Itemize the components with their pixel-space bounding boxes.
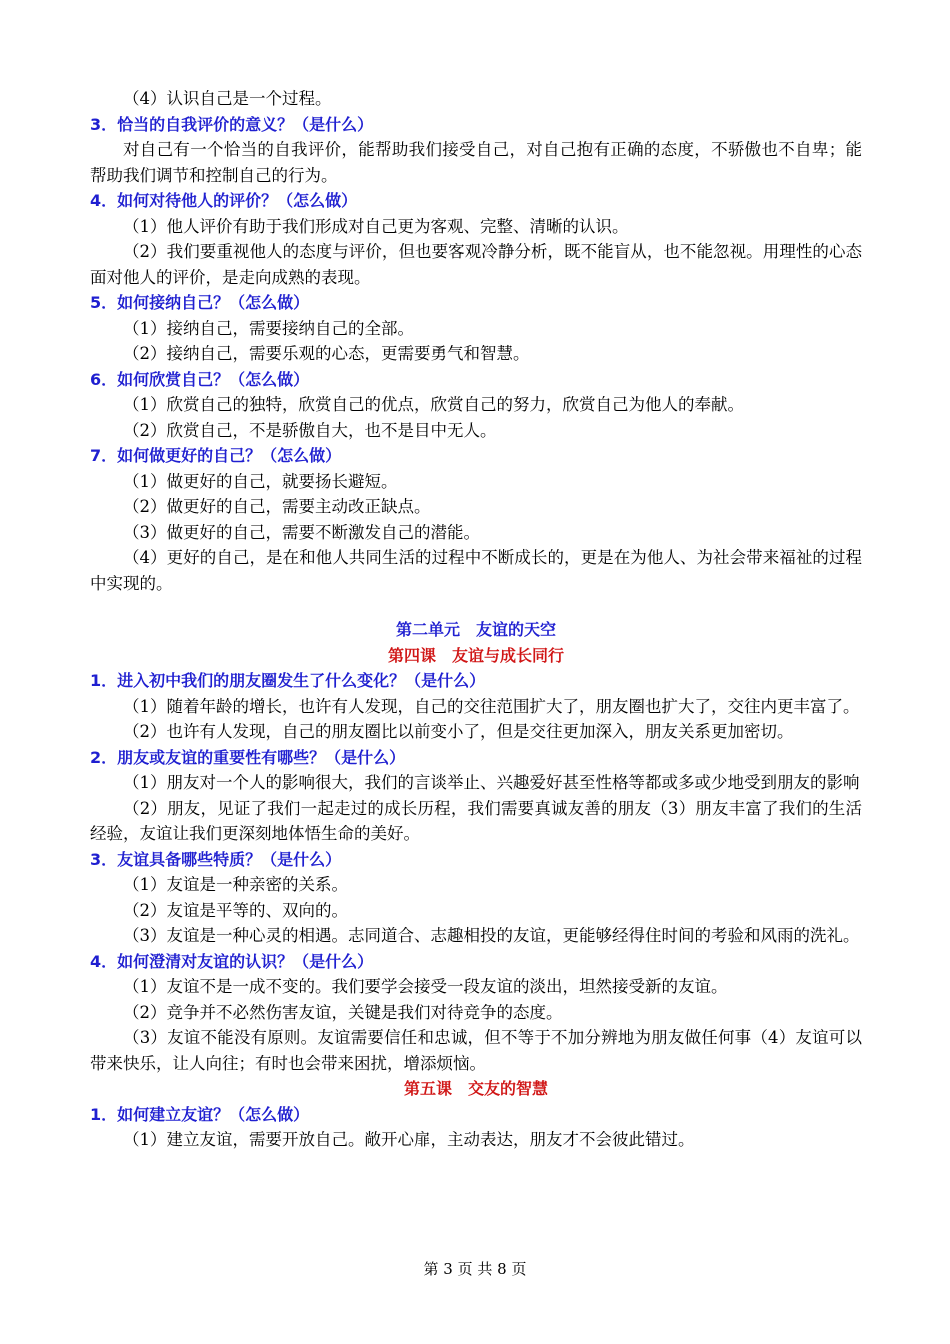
paragraph: （2）接纳自己，需要乐观的心态，更需要勇气和智慧。 xyxy=(123,344,530,363)
question-heading: 5．如何接纳自己？（怎么做） xyxy=(90,293,310,312)
paragraph: （4）更好的自己，是在和他人共同生活的过程中不断成长的，更是在为他人、为社会带来福祉的过程中实现的。 xyxy=(90,548,862,593)
paragraph: （1）友谊是一种亲密的关系。 xyxy=(123,875,348,894)
paragraph: （1）接纳自己，需要接纳自己的全部。 xyxy=(123,318,414,338)
question-heading: 1．如何建立友谊？（怎么做） xyxy=(90,1104,310,1124)
paragraph: （1）友谊不是一成不变的。我们要学会接受一段友谊的淡出，坦然接受新的友谊。 xyxy=(123,977,728,996)
question-heading: 2．朋友或友谊的重要性有哪些？（是什么） xyxy=(90,747,406,767)
paragraph: （1）建立友谊，需要开放自己。敞开心扉，主动表达，朋友才不会彼此错过。 xyxy=(123,1130,695,1149)
question-heading: 3．友谊具备哪些特质？（是什么） xyxy=(90,849,342,869)
question-heading: 6．如何欣赏自己？（怎么做） xyxy=(90,369,310,389)
paragraph: （3）友谊不能没有原则。友谊需要信任和忠诚，但不等于不加分辨地为朋友做任何事（4）友谊可以带来快乐，让人向往；有时也会带来困扰，增添烦恼。 xyxy=(90,1028,862,1073)
paragraph: （2）做更好的自己，需要主动改正缺点。 xyxy=(123,497,431,516)
lesson-title: 第四课 友谊与成长同行 xyxy=(387,645,564,665)
paragraph: （2）我们要重视他人的态度与评价，但也要客观冷静分析，既不能盲从，也不能忽视。用理性的心态面对他人的评价，是走向成熟的表现。 xyxy=(90,242,862,287)
paragraph: （1）他人评价有助于我们形成对自己更为客观、完整、清晰的认识。 xyxy=(123,216,629,236)
paragraph: （2）竞争并不必然伤害友谊，关键是我们对待竞争的态度。 xyxy=(123,1002,563,1022)
paragraph: 对自己有一个恰当的自我评价，能帮助我们接受自己，对自己抱有正确的态度，不骄傲也不自卑；能帮助我们调节和控制自己的行为。 xyxy=(90,140,862,185)
paragraph: （3）友谊是一种心灵的相遇。志同道合、志趣相投的友谊，更能够经得住时间的考验和风雨的洗礼。 xyxy=(123,926,860,945)
paragraph: （2）也许有人发现，自己的朋友圈比以前变小了，但是交往更加深入，朋友关系更加密切。 xyxy=(123,722,794,741)
paragraph: （1）朋友对一个人的影响很大，我们的言谈举止、兴趣爱好甚至性格等都或多或少地受到朋友的影响 xyxy=(123,773,860,792)
paragraph: （4）认识自己是一个过程。 xyxy=(123,89,332,108)
question-heading: 3．恰当的自我评价的意义？（是什么） xyxy=(90,114,374,134)
question-heading: 4．如何对待他人的评价？（怎么做） xyxy=(90,191,358,210)
paragraph: （3）做更好的自己，需要不断激发自己的潜能。 xyxy=(123,522,480,542)
paragraph: （1）随着年龄的增长，也许有人发现，自己的交往范围扩大了，朋友圈也扩大了，交往内更丰富了。 xyxy=(123,696,860,716)
paragraph: （2）欣赏自己，不是骄傲自大，也不是目中无人。 xyxy=(123,420,497,440)
paragraph: （2）友谊是平等的、双向的。 xyxy=(123,900,348,920)
lesson-title: 第五课 交友的智慧 xyxy=(403,1079,548,1098)
page-footer: 第 3 页 共 8 页 xyxy=(423,1260,527,1278)
paragraph: （1）做更好的自己，就要扬长避短。 xyxy=(123,471,398,491)
paragraph: （1）欣赏自己的独特，欣赏自己的优点，欣赏自己的努力，欣赏自己为他人的奉献。 xyxy=(123,395,744,414)
unit-title: 第二单元 友谊的天空 xyxy=(395,620,556,639)
question-heading: 4．如何澄清对友谊的认识？（是什么） xyxy=(90,951,374,971)
paragraph: （2）朋友，见证了我们一起走过的成长历程，我们需要真诚友善的朋友（3）朋友丰富了我们的生活经验，友谊让我们更深刻地体悟生命的美好。 xyxy=(90,798,862,843)
question-heading: 7．如何做更好的自己？（怎么做） xyxy=(90,446,342,465)
document-body xyxy=(90,86,862,1153)
question-heading: 1．进入初中我们的朋友圈发生了什么变化？（是什么） xyxy=(90,671,486,690)
